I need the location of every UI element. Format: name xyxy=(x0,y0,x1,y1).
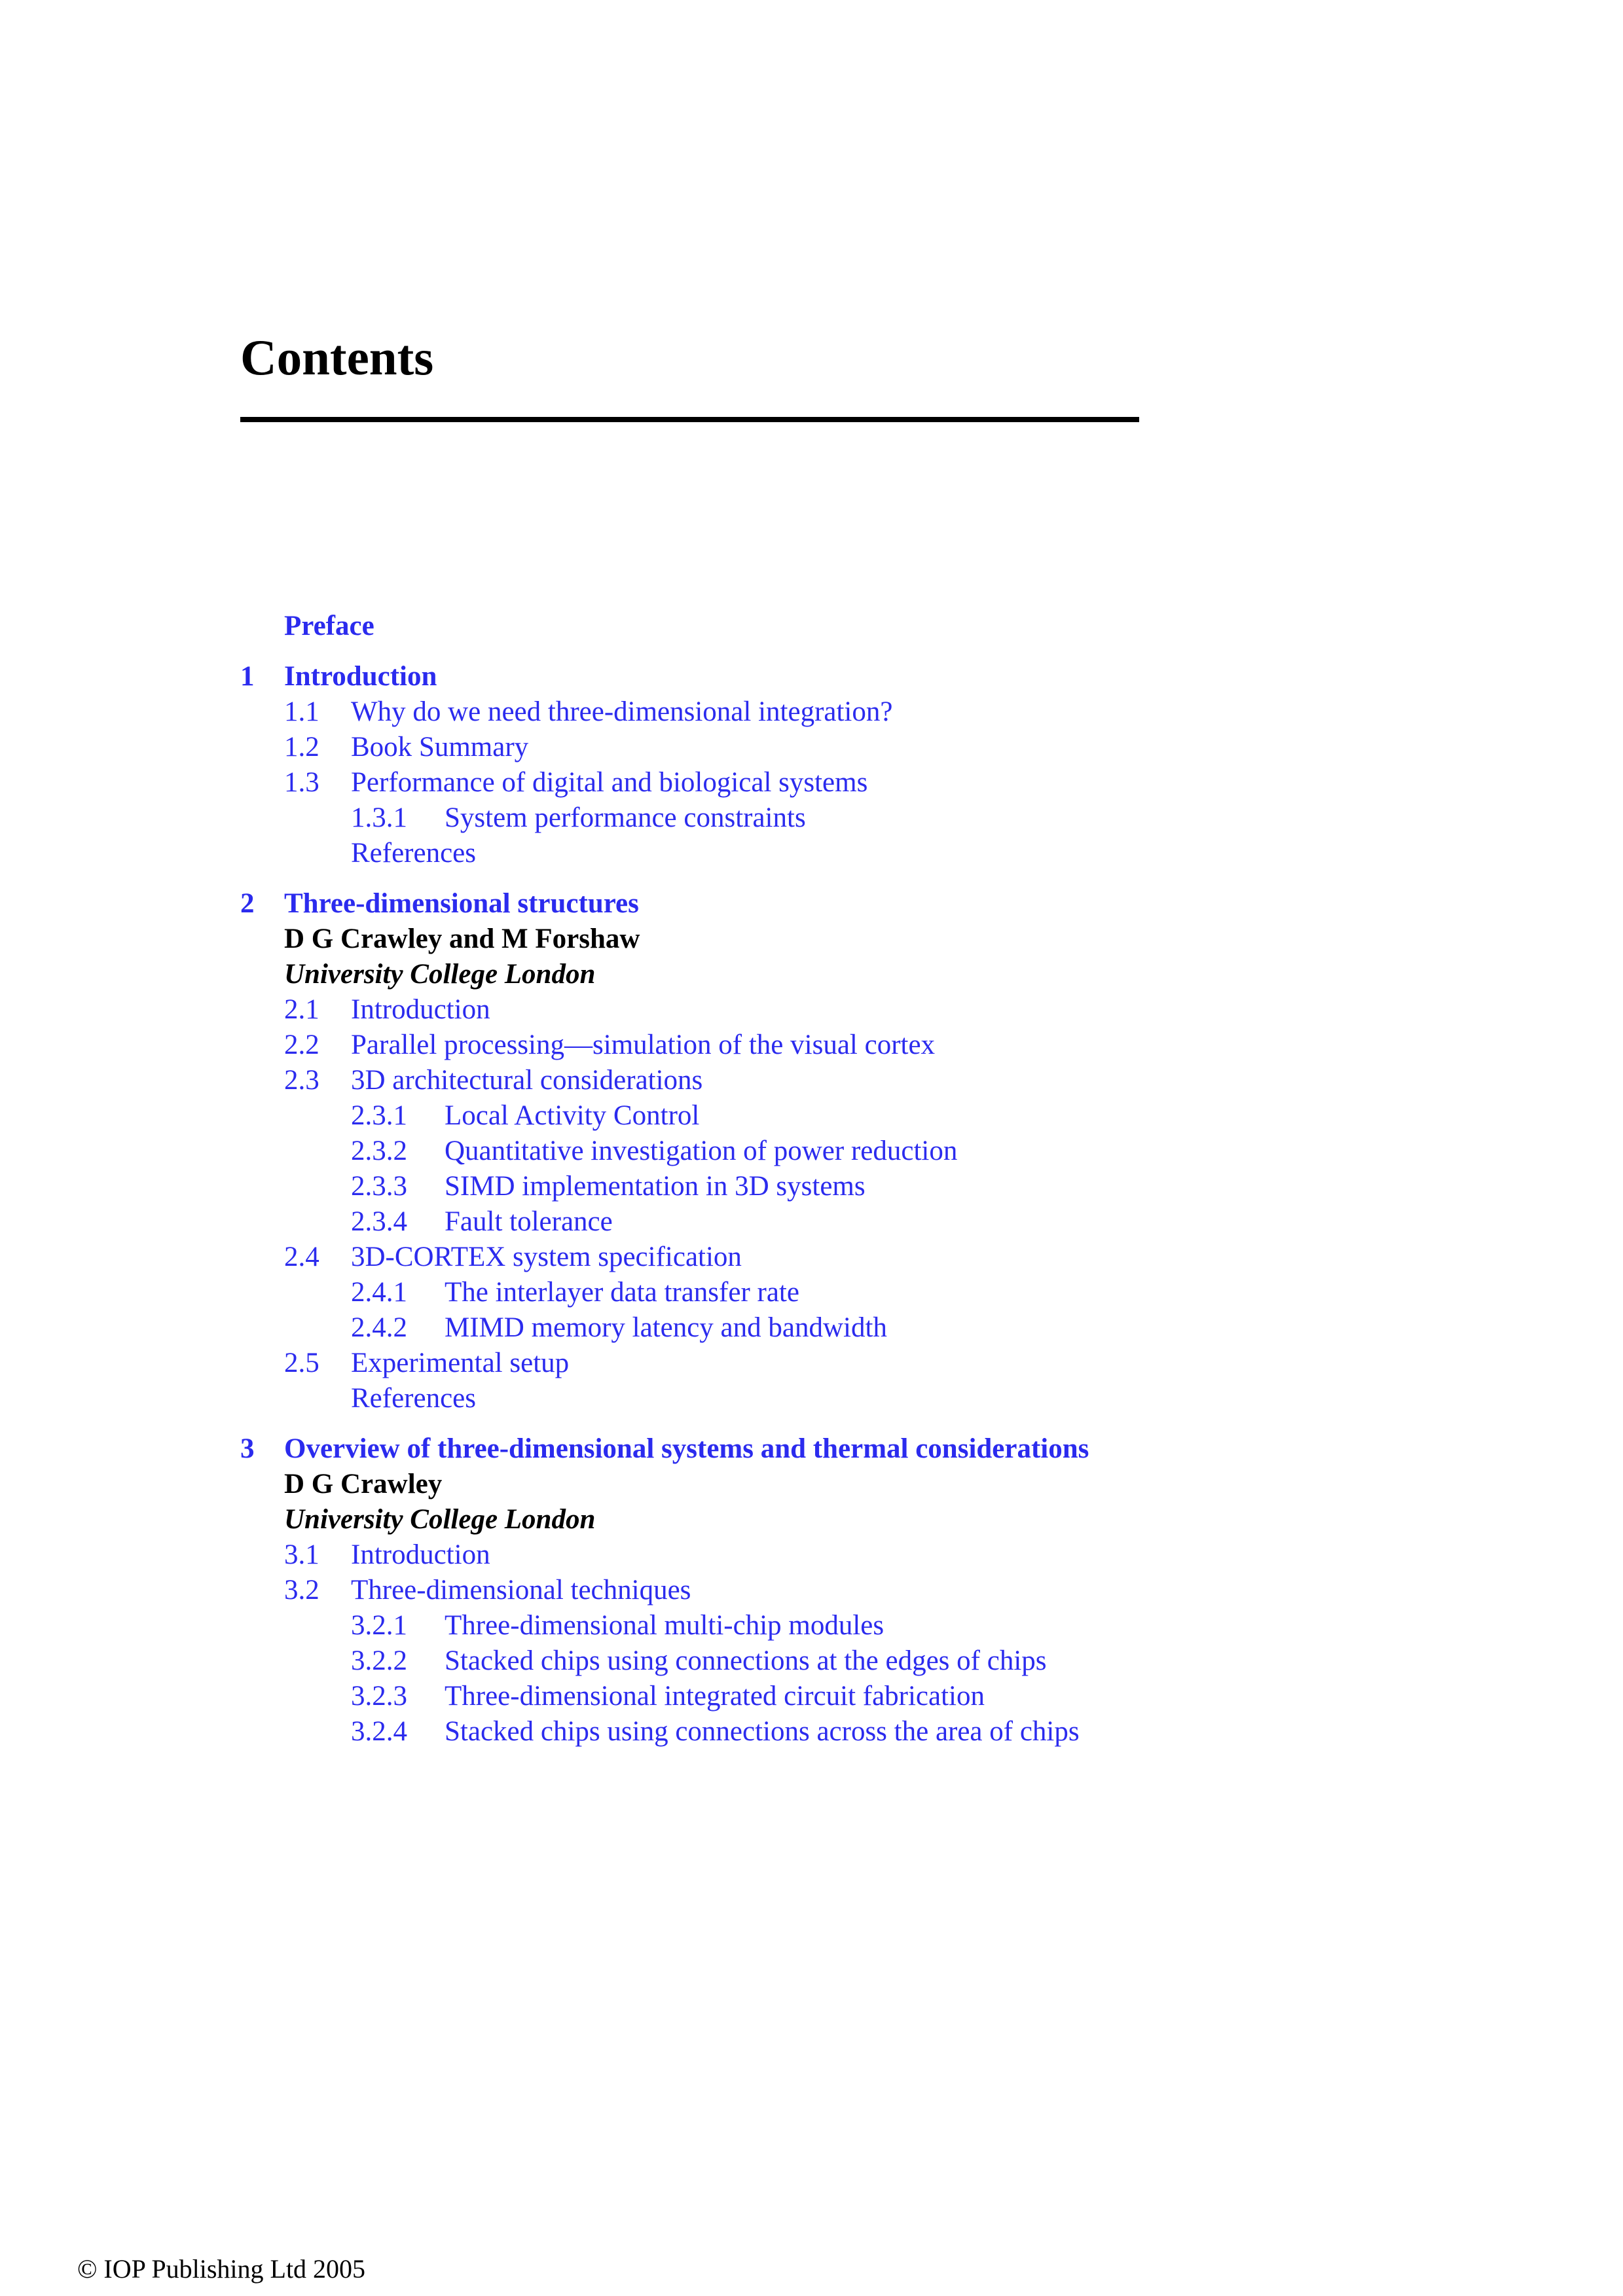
toc-link-section-3-2-4[interactable]: Stacked chips using connections across the area of chips xyxy=(445,1716,1080,1747)
section-number: 3.1 xyxy=(284,1539,319,1570)
subsection-number: 2.3.4 xyxy=(351,1206,407,1237)
chapter-affiliation: University College London xyxy=(284,959,596,990)
toc-link-section-1-1[interactable]: Why do we need three-dimensional integration? xyxy=(351,696,893,727)
toc-link-references-ch2[interactable]: References xyxy=(351,1383,476,1414)
subsection-number: 1.3.1 xyxy=(351,802,407,833)
toc-link-section-1-3-1[interactable]: System performance constraints xyxy=(445,802,806,833)
toc-link-section-2-3-4[interactable]: Fault tolerance xyxy=(445,1206,613,1237)
toc-link-section-1-3[interactable]: Performance of digital and biological systems xyxy=(351,767,868,798)
section-number: 2.3 xyxy=(284,1065,319,1096)
toc-link-section-3-2-1[interactable]: Three-dimensional multi-chip modules xyxy=(445,1610,884,1641)
page-title: Contents xyxy=(240,329,434,386)
toc-link-section-2-3[interactable]: 3D architectural considerations xyxy=(351,1065,703,1096)
toc-link-section-2-3-3[interactable]: SIMD implementation in 3D systems xyxy=(445,1171,866,1202)
toc-link-section-3-2[interactable]: Three-dimensional techniques xyxy=(351,1575,691,1605)
section-number: 1.3 xyxy=(284,767,319,798)
section-number: 2.4 xyxy=(284,1242,319,1272)
toc-link-section-3-1[interactable]: Introduction xyxy=(351,1539,490,1570)
toc-link-preface[interactable]: Preface xyxy=(284,611,374,641)
toc-link-section-1-2[interactable]: Book Summary xyxy=(351,732,529,762)
toc-link-section-2-4-2[interactable]: MIMD memory latency and bandwidth xyxy=(445,1312,887,1343)
toc-link-chapter-2[interactable]: Three-dimensional structures xyxy=(284,888,639,919)
subsection-number: 2.4.2 xyxy=(351,1312,407,1343)
chapter-number: 2 xyxy=(240,888,255,919)
subsection-number: 2.4.1 xyxy=(351,1277,407,1308)
toc-link-section-2-3-1[interactable]: Local Activity Control xyxy=(445,1100,700,1131)
toc-link-section-2-5[interactable]: Experimental setup xyxy=(351,1348,570,1378)
toc-link-section-2-3-2[interactable]: Quantitative investigation of power reduction xyxy=(445,1136,958,1166)
chapter-authors: D G Crawley and M Forshaw xyxy=(284,924,640,954)
subsection-number: 3.2.2 xyxy=(351,1645,407,1676)
chapter-authors: D G Crawley xyxy=(284,1469,443,1499)
toc-link-section-3-2-3[interactable]: Three-dimensional integrated circuit fabrication xyxy=(445,1681,985,1712)
toc-link-chapter-3[interactable]: Overview of three-dimensional systems and thermal considerations xyxy=(284,1433,1089,1464)
section-number: 2.2 xyxy=(284,1030,319,1060)
toc-link-section-3-2-2[interactable]: Stacked chips using connections at the edges of chips xyxy=(445,1645,1047,1676)
subsection-number: 3.2.4 xyxy=(351,1716,407,1747)
section-number: 2.5 xyxy=(284,1348,319,1378)
toc-link-section-2-2[interactable]: Parallel processing—simulation of the visual cortex xyxy=(351,1030,936,1060)
subsection-number: 2.3.1 xyxy=(351,1100,407,1131)
section-number: 1.1 xyxy=(284,696,319,727)
section-number: 2.1 xyxy=(284,994,319,1025)
toc-link-chapter-1[interactable]: Introduction xyxy=(284,661,437,692)
section-number: 1.2 xyxy=(284,732,319,762)
chapter-number: 3 xyxy=(240,1433,255,1464)
toc-link-section-2-4-1[interactable]: The interlayer data transfer rate xyxy=(445,1277,799,1308)
chapter-number: 1 xyxy=(240,661,255,692)
toc-link-references-ch1[interactable]: References xyxy=(351,838,476,869)
copyright-footer: © IOP Publishing Ltd 2005 xyxy=(77,2254,366,2284)
subsection-number: 2.3.3 xyxy=(351,1171,407,1202)
subsection-number: 2.3.2 xyxy=(351,1136,407,1166)
subsection-number: 3.2.3 xyxy=(351,1681,407,1712)
toc-link-section-2-1[interactable]: Introduction xyxy=(351,994,490,1025)
section-number: 3.2 xyxy=(284,1575,319,1605)
toc-link-section-2-4[interactable]: 3D-CORTEX system specification xyxy=(351,1242,742,1272)
subsection-number: 3.2.1 xyxy=(351,1610,407,1641)
chapter-affiliation: University College London xyxy=(284,1504,596,1535)
